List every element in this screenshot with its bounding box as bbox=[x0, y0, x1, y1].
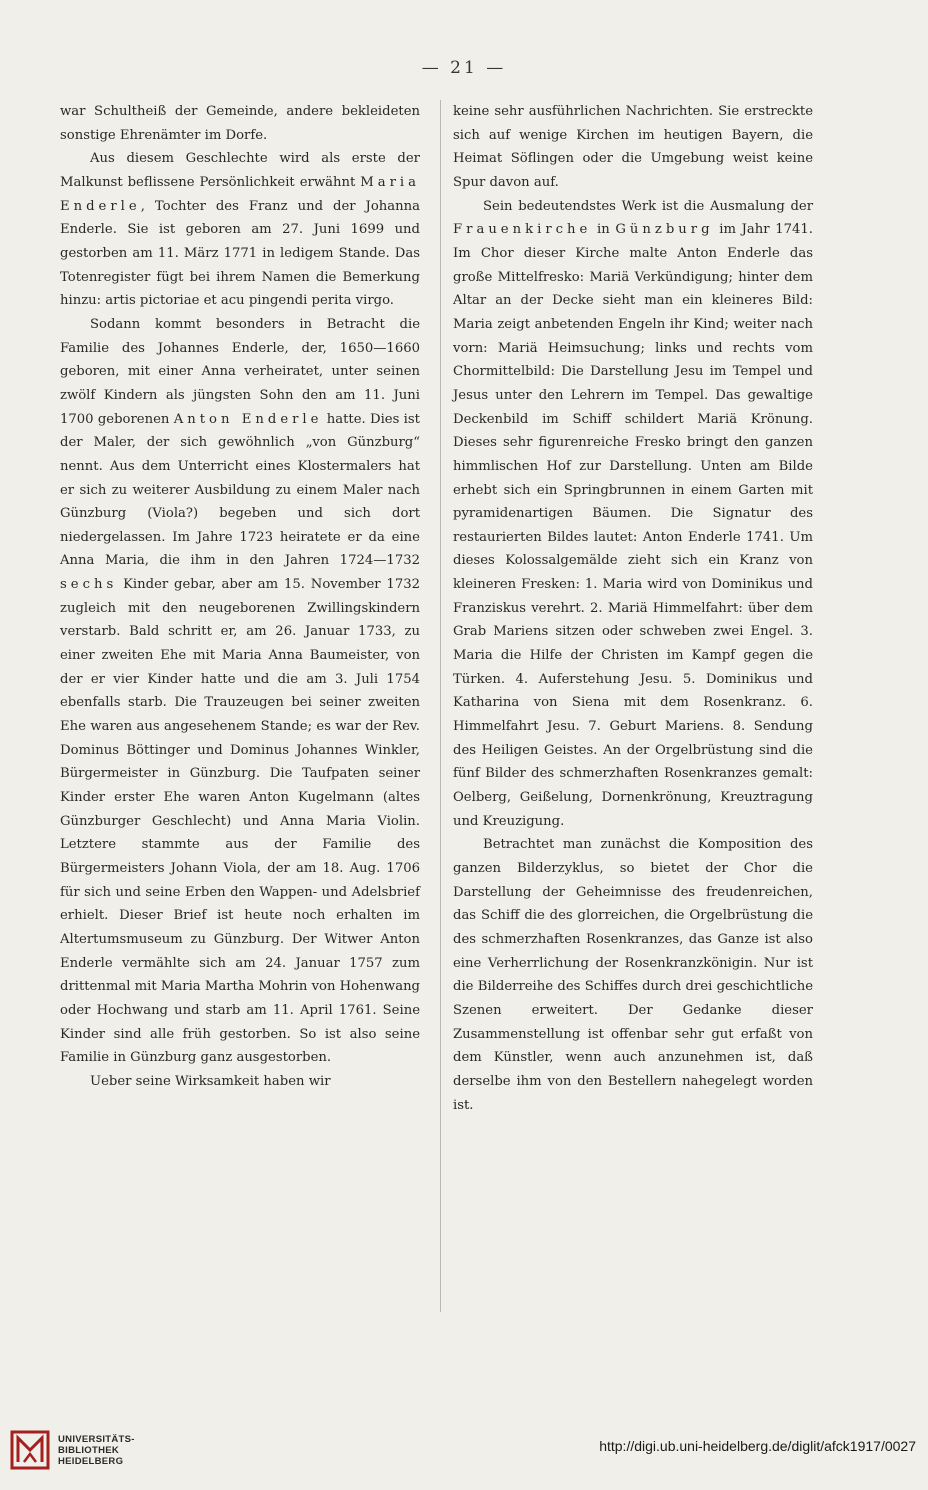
left-text-column bbox=[60, 100, 420, 1094]
right-paragraph-1: keine sehr ausführlichen Nachrichten. Sie erstreckte sich auf wenige Kirchen im heutigen Bayern, die Heimat Söflingen oder die Umgebung weist keine Spur davon auf. bbox=[453, 104, 813, 190]
left-paragraph-3 bbox=[60, 313, 420, 1070]
name-frauenkirche: Frauenkirche bbox=[453, 222, 592, 238]
left-paragraph-3-text-c: Kinder gebar, aber am 15. November 1732 zugleich mit den neugeborenen Zwillingskindern verstarb. Bald schritt er, am 26. Januar 1733, zu einer zweiten Ehe mit Maria Anna Baumeister, von der er vier Kinder hatte und die am 3. Juli 1754 ebenfalls starb. Die Trauzeugen bei seiner zweiten Ehe waren aus angesehenem Stande; es war der Rev. Dominus Böttinger und Dominus Johannes Winkler, Bürgermeister in Günzburg. Die Taufpaten seiner Kinder erster Ehe waren Anton Kugelmann (altes Günzburger Geschlecht) und Anna Maria Violin. Letztere stammte aus der Familie des Bürgermeisters Johann Viola, der am 18. Aug. 1706 für sich und seine Erben den Wappen- und Adelsbrief erhielt. Dieser Brief ist heute noch erhalten im Altertumsmuseum zu Günzburg. Der Witwer Anton Enderle vermählte sich am 24. Januar 1757 zum drittenmal mit Maria Martha Mohrin von Hohenwang oder Hochwang und starb am 11. April 1761. Seine Kinder sind alle früh gestorben. So ist also seine Familie in Günzburg ganz ausgestorben. bbox=[60, 577, 420, 1066]
column-divider bbox=[440, 100, 441, 1312]
library-name-line-1: UNIVERSITÄTS- bbox=[58, 1433, 135, 1445]
library-logo bbox=[10, 1430, 135, 1470]
page-number: — 21 — bbox=[421, 58, 507, 78]
library-name-line-3: HEIDELBERG bbox=[58, 1455, 124, 1467]
name-guenzburg: Günzburg bbox=[615, 222, 714, 238]
library-name bbox=[58, 1434, 135, 1467]
library-emblem-icon bbox=[10, 1430, 50, 1470]
right-text-column bbox=[453, 100, 813, 1117]
library-name-line-2: BIBLIOTHEK bbox=[58, 1444, 120, 1456]
name-anton-enderle: Anton Enderle bbox=[173, 411, 323, 427]
name-maria-enderle: Maria Enderle bbox=[60, 174, 420, 214]
left-paragraph-2-text-a: Aus diesem Geschlechte wird als erste der Malkunst beflissene Persönlichkeit erwähnt bbox=[60, 151, 420, 190]
left-paragraph-4: Ueber seine Wirksamkeit haben wir bbox=[90, 1073, 331, 1089]
right-paragraph-3: Betrachtet man zunächst die Komposition des ganzen Bilderzyklus, so bietet der Chor die Darstellung der Geheimnisse des freudenreichen, das Schiff die des glorreichen, die Orgelbrüstung die des schmerzhaften Rosenkranzes, das Ganze ist also eine Verherrlichung der Rosenkranzkönigin. Nur ist die Bilderreihe des Schiffes durch drei geschichtliche Szenen erweitert. Der Gedanke dieser Zusammenstellung ist offenbar sehr gut erfaßt von dem Künstler, wenn auch anzunehmen ist, daß derselbe ihm von den Bestellern nahegelegt worden ist. bbox=[453, 837, 813, 1113]
right-paragraph-2-text-b: in bbox=[591, 222, 616, 238]
right-paragraph-2-text-c: im Jahr 1741. Im Chor dieser Kirche malte Anton Enderle das große Mittelfresko: Mariä Verkündigung; hinter dem Altar an der Decke sieht man ein kleineres Bild: Maria zeigt anbetenden Engeln ihr Kind; weiter nach vorn: Mariä Heimsuchung; links und rechts vom Chormittelbild: Die Darstellung Jesu im Tempel und Jesus unter den Lehrern im Tempel. Das gewaltige Deckenbild im Schiff schildert Mariä Krönung. Dieses sehr figurenreiche Fresko bringt den ganzen himmlischen Hof zur Darstellung. Unten am Bilde erhebt sich ein Springbrunnen in einem Garten mit pyramidenartigen Bäumen. Die Signatur des restaurierten Bildes lautet: Anton Enderle 1741. Um dieses Kolossalgemälde zieht sich ein Kranz von kleineren Fresken: 1. Maria wird von Dominikus und Franziskus verehrt. 2. Mariä Himmelfahrt: über dem Grab Mariens sitzen oder schweben zwei Engel. 3. Maria die Hilfe der Christen im Kampf gegen die Türken. 4. Auferstehung Jesu. 5. Dominikus und Katharina von Siena mit dem Rosenkranz. 6. Himmelfahrt Jesu. 7. Geburt Mariens. 8. Sendung des Heiligen Geistes. An der Orgelbrüstung sind die fünf Bilder des schmerzhaften Rosenkranzes gemalt: Oelberg, Geißelung, Dornenkrönung, Kreuztragung und Kreuzigung. bbox=[453, 222, 813, 829]
left-paragraph-3-text-a: Sodann kommt besonders in Betracht die Familie des Johannes Enderle, der, 1650—1660 geboren, mit einer Anna verheiratet, unter seinen zwölf Kindern als jüngsten Sohn den am 11. Juni 1700 geborenen bbox=[60, 316, 420, 427]
right-paragraph-2 bbox=[453, 195, 813, 834]
source-url-link[interactable]: http://digi.ub.uni-heidelberg.de/diglit/afck1917/0027 bbox=[599, 1438, 916, 1454]
word-sechs: sechs bbox=[60, 577, 118, 593]
left-paragraph-1: war Schultheiß der Gemeinde, andere bekleideten sonstige Ehrenämter im Dorfe. bbox=[60, 104, 420, 143]
left-paragraph-3-text-b: hatte. Dies ist der Maler, der sich gewöhnlich „von Günzburg“ nennt. Aus dem Unterricht eines Klostermalers hat er sich zu weiterer Ausbildung zu einem Maler nach Günzburg (Viola?) begeben und sich dort niedergelassen. Im Jahre 1723 heiratete er da eine Anna Maria, die ihm in den Jahren 1724—1732 bbox=[60, 411, 420, 569]
right-paragraph-2-text-a: Sein bedeutendstes Werk ist die Ausmalung der bbox=[483, 198, 813, 214]
left-paragraph-2 bbox=[60, 147, 420, 313]
left-paragraph-2-text-b: , Tochter des Franz und der Johanna Enderle. Sie ist geboren am 27. Juni 1699 und gestorben am 11. März 1771 in ledigem Stande. Das Totenregister fügt bei ihrem Namen die Bemerkung hinzu: artis pictoriae et acu pingendi perita virgo. bbox=[60, 198, 420, 309]
